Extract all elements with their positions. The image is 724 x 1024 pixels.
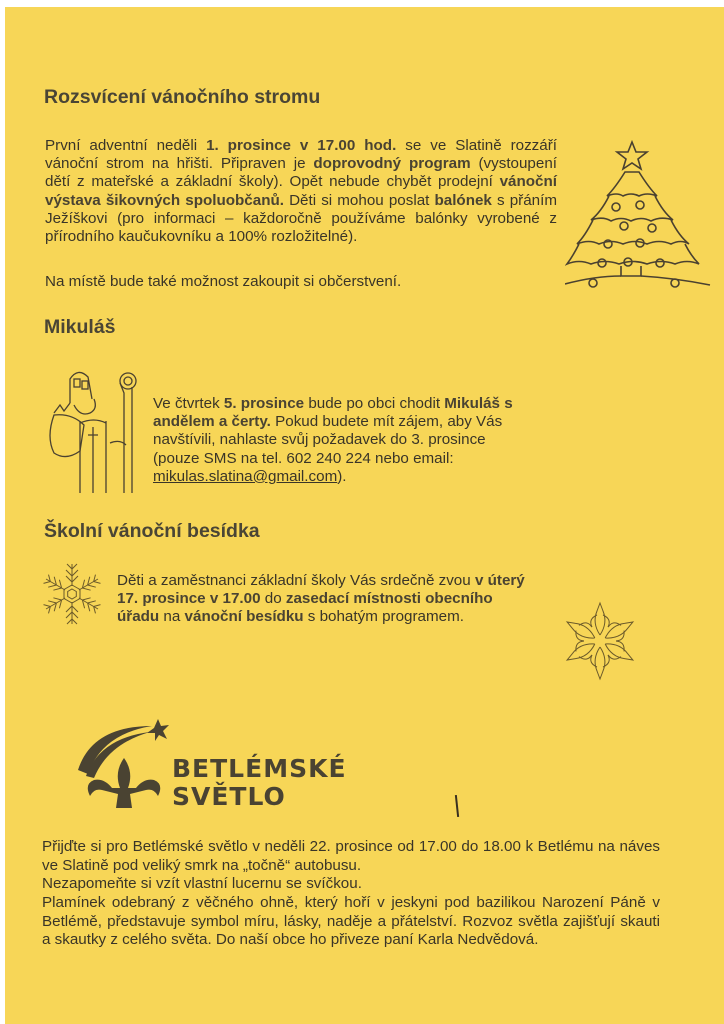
email-link[interactable]: mikulas.slatina@gmail.com <box>153 467 338 485</box>
tree-date: 1. prosince v 17.00 hod. <box>206 137 397 154</box>
emphasis: vánoční besídku <box>184 608 304 626</box>
snowflake-ornate-icon <box>562 600 638 682</box>
emphasis: doprovodný program <box>313 155 471 173</box>
text: Pokud budete mít zájem, aby Vás navštívili, nahlaste svůj požadavek do 3. prosince (pouze SMS na tel. 602 240 224 nebo email: <box>153 413 503 467</box>
besidka-date: v úterý 17. prosince v 17.00 <box>117 572 525 608</box>
emphasis: balónek <box>434 191 492 209</box>
emphasis: vánoční výstava šikovných spoluobčanů. <box>45 173 557 209</box>
christmas-tree-icon <box>565 138 715 293</box>
svetlo-paragraph-3: Plamínek odebraný z věčného ohně, který hoří v jeskyni pod bazilikou Narození Páně v Betlémě, představuje symbol míru, lásky, naděje a přátelství. Rozvoz světla zajišťují skauti a skautky z celého světa. Do naší obce ho přiveze paní Karla Nedvědová. <box>42 894 660 948</box>
section-title-besidka: Školní vánoční besídka <box>44 520 260 542</box>
text: Děti a zaměstnanci základní školy Vás srdečně zvou <box>117 572 475 589</box>
tree-refreshments-note: Na místě bude také možnost zakoupit si občerstvení. <box>45 273 402 290</box>
text: ). <box>337 467 347 485</box>
emphasis: zasedací místnosti obecního úřadu <box>117 590 493 626</box>
tree-paragraph <box>45 137 557 246</box>
text: První adventní neděli <box>45 137 207 154</box>
besidka-paragraph <box>117 572 537 627</box>
mikulas-date: 5. prosince <box>223 395 305 412</box>
fleur-de-lis-comet-logo-icon <box>72 718 182 816</box>
svetlo-paragraph-1: Přijďte si pro Betlémské světlo v neděli 22. prosince od 17.00 do 18.00 k Betlému na náves ve Slatině pod veliký smrk na „točně“ autobusu. <box>42 838 660 874</box>
text: Ve čtvrtek <box>153 395 224 412</box>
text: na <box>159 608 185 626</box>
text: se ve Slatině rozzáří vánoční strom na hřišti. Připraven je <box>45 137 557 173</box>
section-title-tree: Rozsvícení vánočního stromu <box>44 86 321 108</box>
text: do <box>260 590 286 608</box>
text: bude po obci chodit <box>304 395 445 412</box>
logo-text-line1: BETLÉMSKÉ <box>172 754 347 783</box>
text: s přáním Ježíškovi (pro informaci – každoročně používáme balónky vyrobené z přírodního kaučukovníku a 100% rozložitelné). <box>45 191 557 246</box>
mikulas-paragraph <box>153 395 533 486</box>
emphasis: Mikuláš s andělem a čerty. <box>153 395 513 431</box>
text: Děti si mohou poslat <box>283 191 435 209</box>
svetlo-paragraph-2: Nezapomeňte si vzít vlastní lucernu se svíčkou. <box>42 875 362 892</box>
text: (vystoupení dětí z mateřské a základní školy). Opět nebude chybět prodejní <box>45 155 557 191</box>
text: s bohatým programem. <box>303 608 464 626</box>
snowflake-icon <box>40 562 104 626</box>
saint-nicholas-icon <box>40 365 145 493</box>
logo-text-line2: SVĚTLO <box>172 782 286 811</box>
section-title-mikulas: Mikuláš <box>44 316 116 338</box>
